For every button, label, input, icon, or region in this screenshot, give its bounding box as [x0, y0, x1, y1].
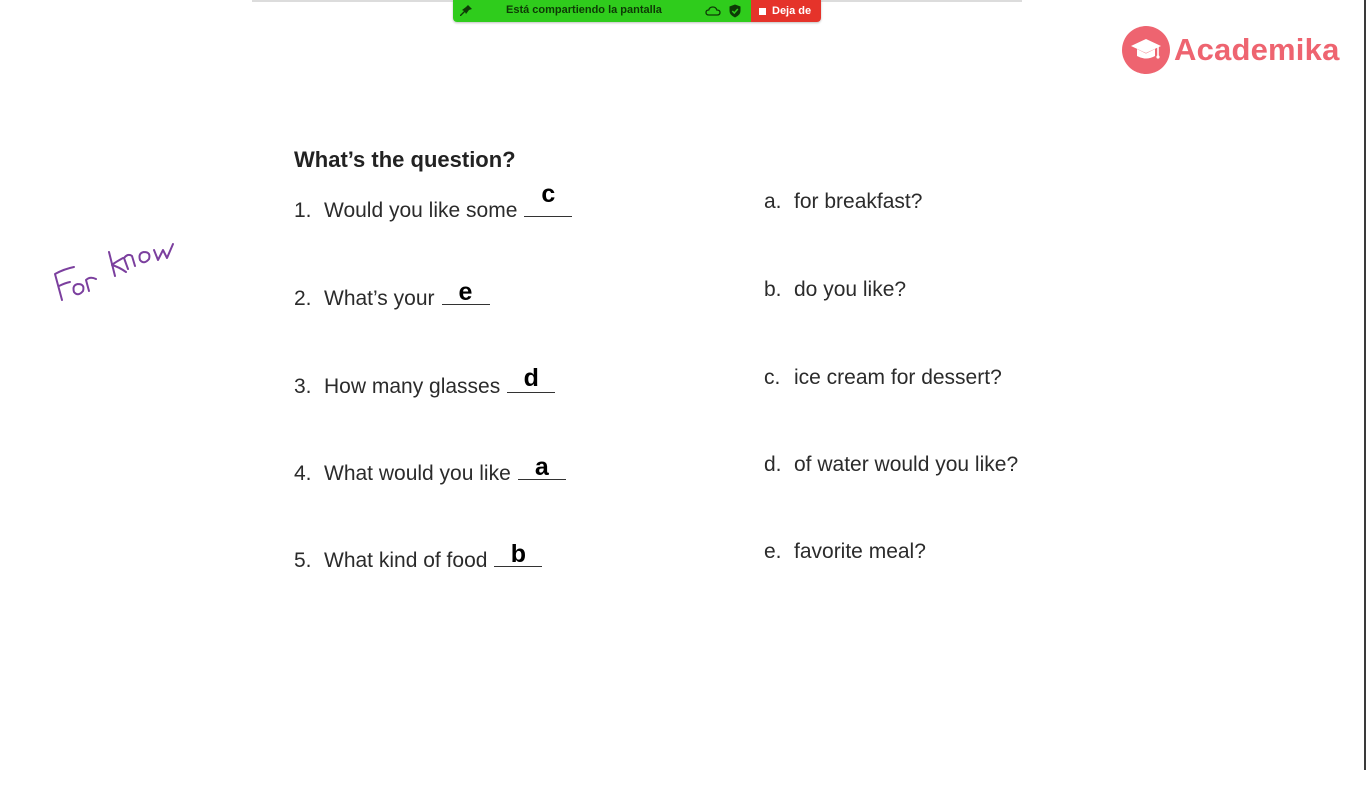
ending-letter: a. [764, 190, 782, 213]
answer-text: e [458, 278, 473, 306]
ending-text: for breakfast? [794, 190, 923, 213]
graduation-cap-icon [1122, 26, 1170, 74]
answer-blank-1[interactable] [524, 180, 572, 217]
answer-blank-5[interactable] [494, 540, 542, 567]
ending-letter: b. [764, 278, 782, 301]
answer-text: c [541, 180, 556, 208]
handwritten-annotation [48, 236, 178, 308]
stop-sharing-label: Deja de [772, 5, 812, 17]
share-status-text: Está compartiendo la pantalla [506, 4, 662, 16]
ending-row-d [764, 453, 1018, 477]
question-row-4 [294, 453, 566, 486]
question-text: What kind of food [324, 549, 488, 572]
ending-letter: d. [764, 453, 782, 476]
answer-blank-4[interactable] [518, 453, 566, 480]
question-text: What would you like [324, 462, 511, 485]
question-number: 3. [294, 375, 312, 398]
screen-share-bar [453, 0, 821, 22]
question-number: 5. [294, 549, 312, 572]
ending-letter: e. [764, 540, 782, 563]
question-number: 4. [294, 462, 312, 485]
question-row-1 [294, 180, 572, 223]
exercise-title: What’s the question? [294, 147, 516, 172]
ending-text: favorite meal? [794, 540, 926, 563]
ending-text: do you like? [794, 278, 907, 301]
ending-text: of water would you like? [794, 453, 1019, 476]
pin-icon[interactable] [459, 4, 473, 18]
answer-text: b [510, 540, 527, 568]
ending-row-e [764, 540, 926, 564]
answer-blank-3[interactable] [507, 366, 555, 393]
logo-text: Academika [1174, 32, 1340, 67]
academika-logo [1122, 26, 1340, 74]
ending-text: ice cream for dessert? [794, 366, 1002, 389]
ending-letter: c. [764, 366, 781, 389]
question-number: 2. [294, 287, 312, 310]
question-row-3 [294, 366, 555, 399]
ending-row-b [764, 278, 906, 302]
stop-sharing-button[interactable] [751, 0, 821, 22]
answer-text: d [523, 364, 539, 392]
question-text: What’s your [324, 287, 435, 310]
shield-icon[interactable] [729, 4, 741, 18]
stop-icon [759, 8, 766, 15]
share-status-area[interactable] [453, 0, 751, 22]
question-row-5 [294, 540, 542, 573]
answer-text: a [534, 453, 549, 481]
question-row-2 [294, 278, 490, 311]
question-text: How many glasses [324, 375, 501, 398]
question-number: 1. [294, 199, 312, 222]
ending-row-a [764, 190, 922, 214]
cloud-icon[interactable] [705, 5, 721, 17]
ending-row-c [764, 366, 1002, 390]
question-text: Would you like some [324, 199, 518, 222]
answer-blank-2[interactable] [442, 278, 490, 305]
